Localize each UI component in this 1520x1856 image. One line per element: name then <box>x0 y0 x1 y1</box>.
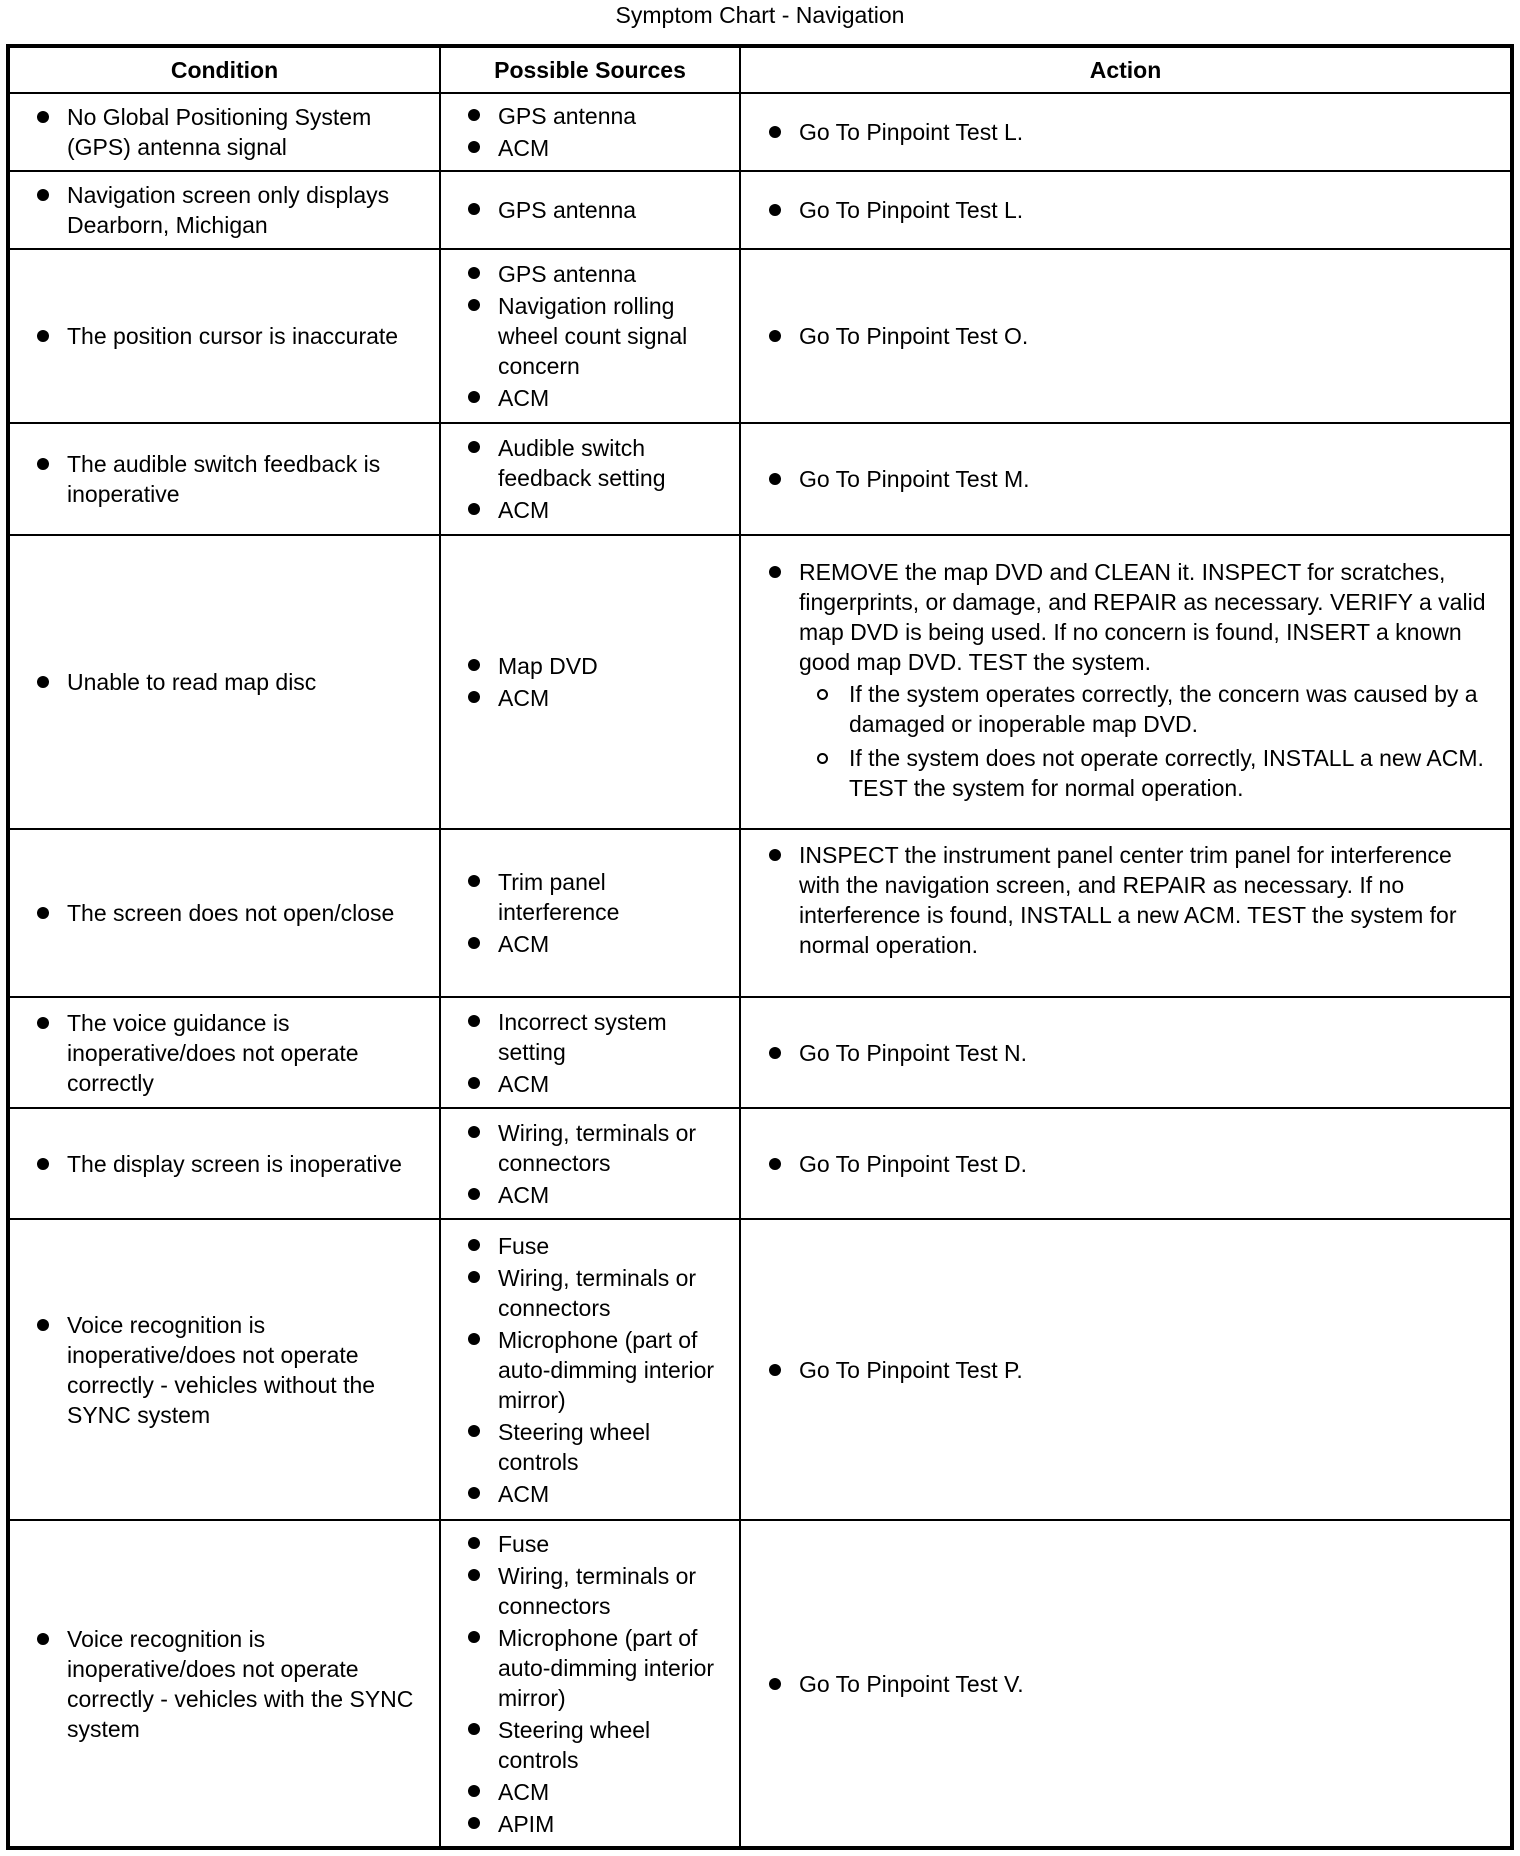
source-item: Steering wheel controls <box>441 1416 739 1478</box>
table-row <box>8 1108 1512 1219</box>
header-condition: Condition <box>8 46 440 93</box>
condition-cell <box>8 171 440 249</box>
source-item: Wiring, terminals or connectors <box>441 1560 739 1622</box>
source-item: ACM <box>441 1179 739 1211</box>
action-cell <box>740 423 1512 535</box>
action-text: Go To Pinpoint Test V. <box>741 1669 1510 1699</box>
sources-cell <box>440 829 740 997</box>
condition-cell <box>8 1108 440 1219</box>
action-subitem: If the system operates correctly, the concern was caused by a damaged or inoperable map DVD. <box>799 679 1496 739</box>
table-row <box>8 93 1512 171</box>
action-cell <box>740 997 1512 1108</box>
action-subitem: If the system does not operate correctly, INSTALL a new ACM. TEST the system for normal operation. <box>799 743 1496 803</box>
condition-text: The voice guidance is inoperative/does not operate correctly <box>10 1008 439 1098</box>
action-cell <box>740 829 1512 997</box>
header-possible-sources: Possible Sources <box>440 46 740 93</box>
action-text: Go To Pinpoint Test M. <box>741 464 1510 494</box>
source-item: Wiring, terminals or connectors <box>441 1262 739 1324</box>
source-item: ACM <box>441 682 739 714</box>
condition-text: The display screen is inoperative <box>10 1149 439 1179</box>
condition-cell <box>8 93 440 171</box>
action-text: Go To Pinpoint Test L. <box>741 195 1510 225</box>
source-item: Fuse <box>441 1230 739 1262</box>
condition-text: No Global Positioning System (GPS) antenna signal <box>10 102 439 162</box>
table-row <box>8 829 1512 997</box>
source-item: Wiring, terminals or connectors <box>441 1117 739 1179</box>
condition-cell <box>8 997 440 1108</box>
source-item: Map DVD <box>441 650 739 682</box>
sources-cell <box>440 249 740 423</box>
action-text: Go To Pinpoint Test N. <box>741 1038 1510 1068</box>
action-text: Go To Pinpoint Test O. <box>741 321 1510 351</box>
source-item: ACM <box>441 382 739 414</box>
action-cell <box>740 535 1512 829</box>
source-item: Incorrect system setting <box>441 1006 739 1068</box>
table-row <box>8 535 1512 829</box>
table-row <box>8 1219 1512 1520</box>
action-cell <box>740 1108 1512 1219</box>
sources-cell <box>440 1219 740 1520</box>
condition-cell <box>8 1219 440 1520</box>
sources-cell <box>440 535 740 829</box>
condition-text: The position cursor is inaccurate <box>10 321 439 351</box>
source-item: Microphone (part of auto-dimming interior mirror) <box>441 1324 739 1416</box>
table-row <box>8 997 1512 1108</box>
sources-cell <box>440 171 740 249</box>
source-item: ACM <box>441 1478 739 1510</box>
sources-cell <box>440 1108 740 1219</box>
source-item: ACM <box>441 1068 739 1100</box>
condition-text: Voice recognition is inoperative/does not operate correctly - vehicles with the SYNC system <box>10 1624 439 1744</box>
condition-cell <box>8 249 440 423</box>
action-text: REMOVE the map DVD and CLEAN it. INSPECT for scratches, fingerprints, or damage, and REPAIR as necessary. VERIFY a valid map DVD is being used. If no concern is found, INSERT a known good map DVD. TEST the system. <box>799 559 1486 675</box>
condition-text: Navigation screen only displays Dearborn, Michigan <box>10 180 439 240</box>
chart-title: Symptom Chart - Navigation <box>615 2 905 28</box>
condition-cell <box>8 829 440 997</box>
condition-cell <box>8 535 440 829</box>
sources-cell <box>440 1520 740 1848</box>
sources-cell <box>440 423 740 535</box>
sources-cell <box>440 93 740 171</box>
source-item: ACM <box>441 1776 739 1808</box>
source-item: ACM <box>441 494 739 526</box>
source-item: Fuse <box>441 1528 739 1560</box>
table-row <box>8 249 1512 423</box>
symptom-chart-table <box>6 44 1514 1850</box>
source-item: GPS antenna <box>441 194 739 226</box>
source-item: Trim panel interference <box>441 866 739 928</box>
condition-cell <box>8 423 440 535</box>
source-item: APIM <box>441 1808 739 1840</box>
table-row <box>8 1520 1512 1848</box>
source-item: ACM <box>441 132 739 164</box>
source-item: Steering wheel controls <box>441 1714 739 1776</box>
source-item: GPS antenna <box>441 100 739 132</box>
action-cell <box>740 93 1512 171</box>
source-item: Navigation rolling wheel count signal concern <box>441 290 739 382</box>
sources-cell <box>440 997 740 1108</box>
condition-cell <box>8 1520 440 1848</box>
source-item: Audible switch feedback setting <box>441 432 739 494</box>
action-cell <box>740 1219 1512 1520</box>
action-text: Go To Pinpoint Test P. <box>741 1355 1510 1385</box>
source-item: GPS antenna <box>441 258 739 290</box>
condition-text: Unable to read map disc <box>10 667 439 697</box>
action-text: INSPECT the instrument panel center trim panel for interference with the navigation screen, and REPAIR as necessary. If no interference is found, INSTALL a new ACM. TEST the system for normal operation. <box>741 840 1510 960</box>
condition-text: Voice recognition is inoperative/does not operate correctly - vehicles without the SYNC system <box>10 1310 439 1430</box>
action-cell <box>740 1520 1512 1848</box>
action-text: Go To Pinpoint Test D. <box>741 1149 1510 1179</box>
source-item: ACM <box>441 928 739 960</box>
action-cell <box>740 249 1512 423</box>
header-row <box>8 46 1512 93</box>
table-row <box>8 171 1512 249</box>
action-item <box>741 557 1510 803</box>
table-row <box>8 423 1512 535</box>
action-text: Go To Pinpoint Test L. <box>741 117 1510 147</box>
condition-text: The screen does not open/close <box>10 898 439 928</box>
action-cell <box>740 171 1512 249</box>
header-action: Action <box>740 46 1512 93</box>
condition-text: The audible switch feedback is inoperative <box>10 449 439 509</box>
source-item: Microphone (part of auto-dimming interior mirror) <box>441 1622 739 1714</box>
